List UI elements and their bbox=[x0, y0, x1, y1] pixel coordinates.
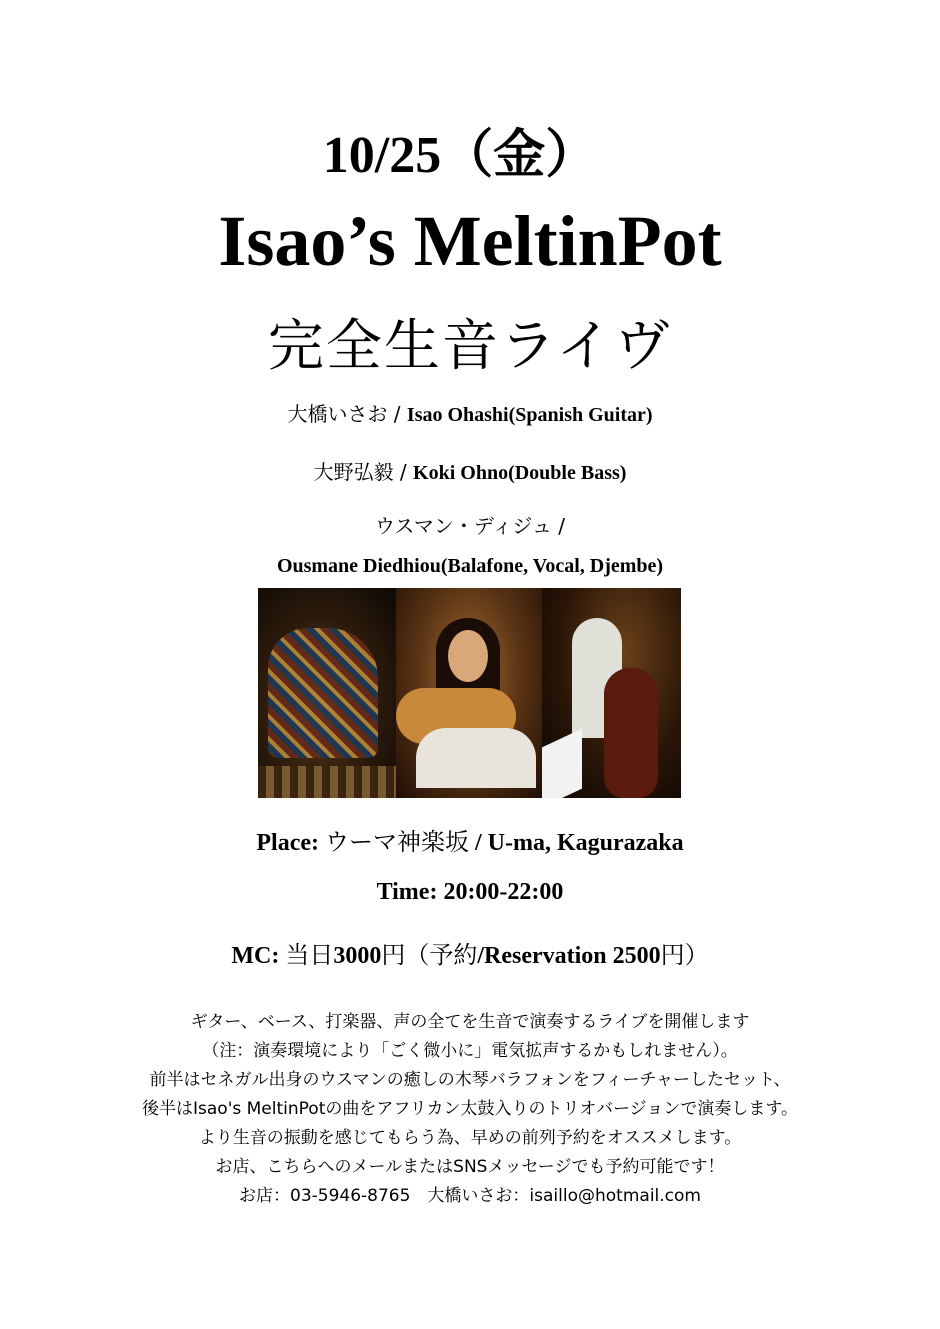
photo-guitarist bbox=[396, 588, 542, 798]
event-date: 10/25（金） bbox=[322, 127, 598, 184]
performer-en-name: Koki Ohno(Double Bass) bbox=[413, 462, 627, 484]
contact-line: お店：03-5946-8765 大橋いさお：isaillo@hotmail.com bbox=[239, 1186, 701, 1206]
event-description bbox=[0, 1008, 940, 1211]
performer-ohno bbox=[0, 456, 940, 485]
place-label: Place: bbox=[256, 830, 325, 856]
description-line: 前半はセネガル出身のウスマンの癒しの木琴バラフォンをフィーチャーしたセット、 bbox=[149, 1070, 791, 1090]
place-jp: ウーマ神楽坂 bbox=[324, 828, 469, 856]
description-line: （注：演奏環境により「ごく微小に」電気拡声するかもしれません）。 bbox=[202, 1041, 738, 1061]
performer-en-name: Ousmane Diedhiou(Balafone, Vocal, Djembe) bbox=[276, 555, 664, 577]
performer-jp-name: 大橋いさお / bbox=[287, 402, 407, 426]
photo-bassist bbox=[542, 588, 681, 798]
performer-en-name: Isao Ohashi(Spanish Guitar) bbox=[406, 404, 653, 426]
performer-photos bbox=[258, 588, 681, 798]
performer-ohashi bbox=[0, 398, 940, 427]
performer-jp-name: 大野弘毅 / bbox=[313, 460, 414, 484]
event-price bbox=[0, 935, 940, 970]
description-line: ギター、ベース、打楽器、声の全てを生音で演奏するライブを開催します bbox=[190, 1012, 750, 1032]
mc-price-reservation: /Reservation 2500 bbox=[477, 943, 661, 969]
description-line: お店、こちらへのメールまたはSNSメッセージでも予約可能です！ bbox=[215, 1157, 725, 1177]
event-subtitle: 完全生音ライヴ bbox=[267, 314, 673, 379]
event-time: Time: 20:00-22:00 bbox=[376, 879, 564, 905]
place-en: / U-ma, Kagurazaka bbox=[468, 830, 684, 856]
event-place bbox=[0, 822, 940, 857]
mc-price-door: 3000 bbox=[333, 943, 382, 969]
performer-jp-name: ウスマン・ディジュ / bbox=[374, 514, 566, 538]
mc-jp1: 当日 bbox=[285, 941, 334, 969]
performer-diedhiou-jp bbox=[0, 510, 940, 539]
photo-balafone-player bbox=[258, 588, 396, 798]
event-title: Isao’s MeltinPot bbox=[218, 201, 722, 281]
description-line: 後半はIsao's MeltinPotの曲をアフリカン太鼓入りのトリオバージョンで演奏します。 bbox=[142, 1099, 798, 1119]
description-line: より生音の振動を感じてもらう為、早めの前列予約をオススメします。 bbox=[198, 1128, 742, 1148]
mc-label: MC: bbox=[231, 943, 286, 969]
performer-diedhiou-en bbox=[0, 555, 940, 578]
mc-jp2: 円（予約 bbox=[381, 941, 478, 969]
mc-jp3: 円） bbox=[660, 941, 709, 969]
